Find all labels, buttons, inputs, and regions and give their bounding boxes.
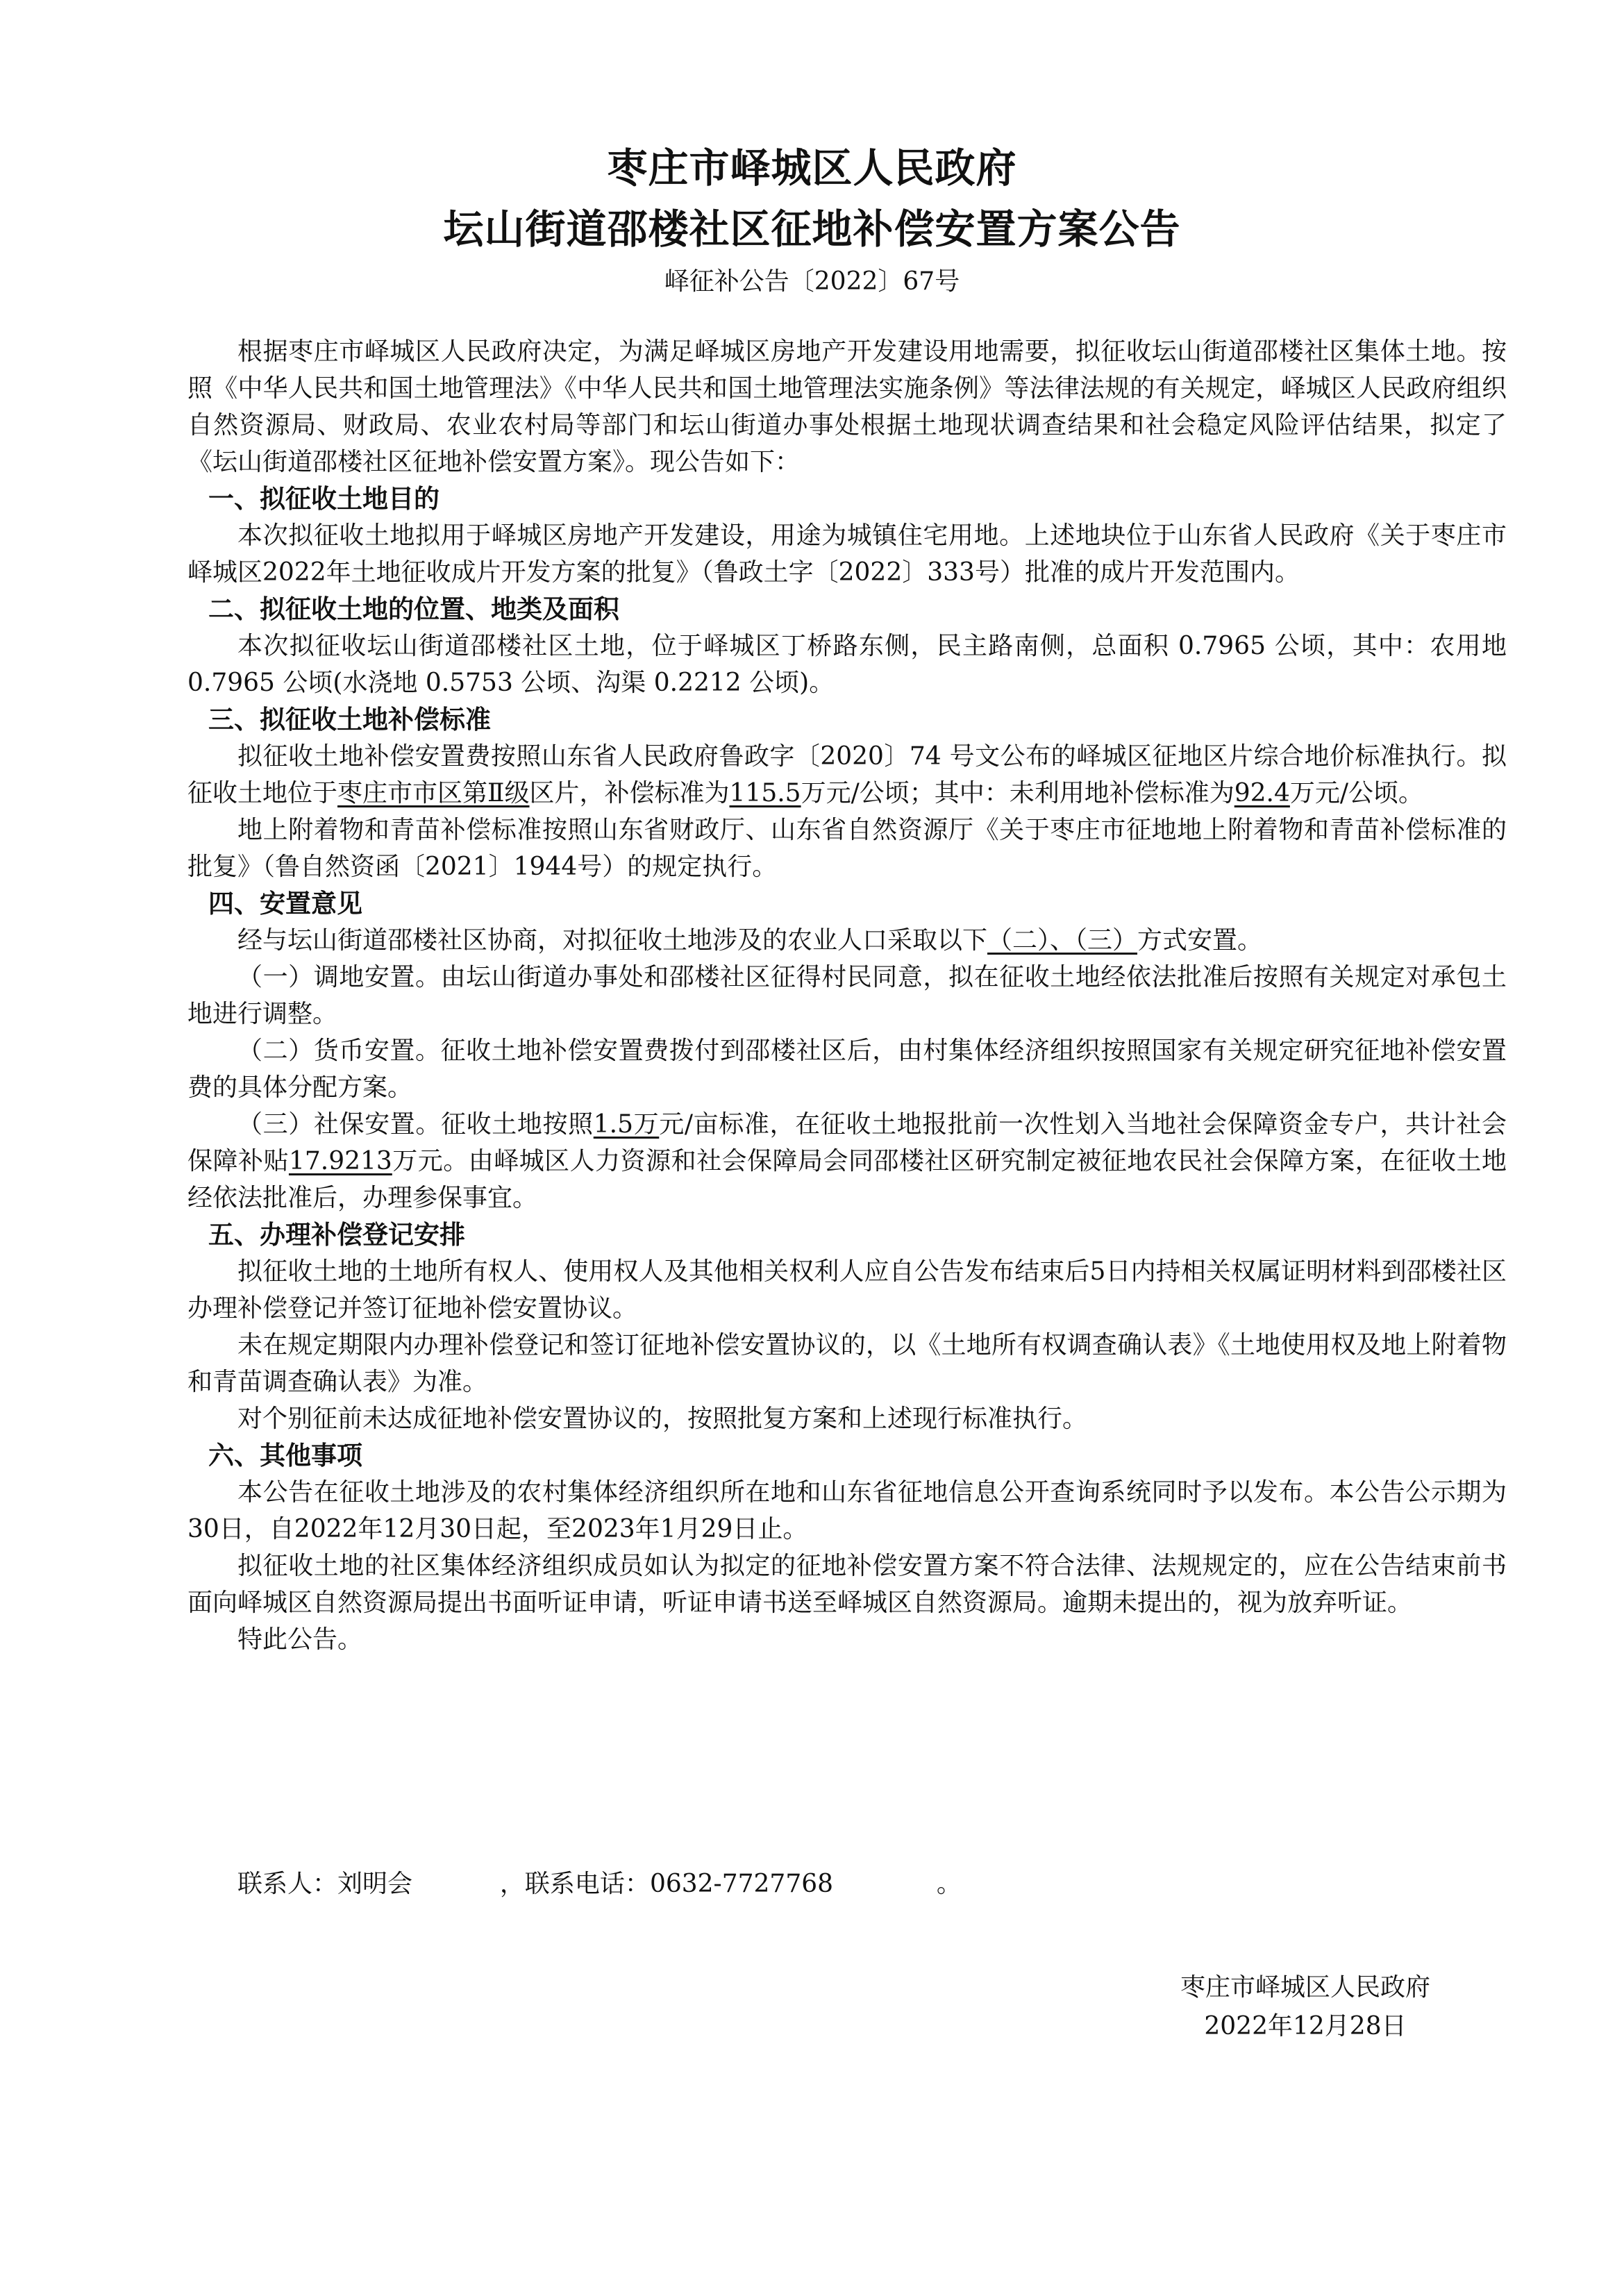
section-5-paragraph-1: 拟征收土地的土地所有权人、使用权人及其他相关权利人应自公告发布结束后5日内持相关权属证明材料到邵楼社区办理补偿登记并签订征地补偿安置协议。 (187, 1257, 1507, 1323)
s4-text-a: 经与坛山街道邵楼社区协商，对拟征收土地涉及的农业人口采取以下 (237, 926, 988, 955)
title-line-1: 枣庄市峄城区人民政府 (607, 144, 1017, 192)
section-4-paragraph-1 (187, 922, 1507, 959)
compensation-zone: 枣庄市市区第Ⅱ级 (337, 779, 530, 807)
intro-paragraph: 根据枣庄市峄城区人民政府决定，为满足峄城区房地产开发建设用地需要，拟征收坛山街道邵楼社区集体土地。按照《中华人民共和国土地管理法》《中华人民共和国土地管理法实施条例》等法律法规的有关规定，峄城区人民政府组织自然资源局、财政局、农业农村局等部门和坛山街道办事处根据土地现状调查结果和社会稳定风险评估结果，拟定了《坛山街道邵楼社区征地补偿安置方案》。现公告如下： (187, 337, 1507, 476)
notice-body (187, 333, 1507, 1658)
section-2-heading: 二、拟征收土地的位置、地类及面积 (208, 594, 619, 624)
section-3-paragraph-2: 地上附着物和青苗补偿标准按照山东省财政厅、山东省自然资源厅《关于枣庄市征地地上附着物和青苗补偿标准的批复》（鲁自然资函〔2021〕1944号）的规定执行。 (187, 816, 1507, 881)
section-4-heading: 四、安置意见 (208, 889, 362, 919)
title-line-2: 坛山街道邵楼社区征地补偿安置方案公告 (443, 206, 1181, 253)
section-3-paragraph-1 (187, 738, 1507, 812)
section-1-paragraph: 本次拟征收土地拟用于峄城区房地产开发建设，用途为城镇住宅用地。上述地块位于山东省人民政府《关于枣庄市峄城区2022年土地征收成片开发方案的批复》（鲁政土字〔2022〕333号）批准的成片开发范围内。 (187, 521, 1507, 587)
section-5-heading: 五、办理补偿登记安排 (208, 1220, 465, 1250)
contact-phone-label: ，联系电话： (499, 1870, 650, 1898)
document-number: 峄征补公告〔2022〕67号 (664, 267, 960, 296)
section-1-heading: 一、拟征收土地目的 (208, 484, 440, 514)
section-5-paragraph-3: 对个别征前未达成征地补偿安置协议的，按照批复方案和上述现行标准执行。 (237, 1405, 1088, 1433)
contact-end: 。 (936, 1870, 962, 1898)
signature-date: 2022年12月28日 (1204, 2012, 1407, 2041)
section-2-paragraph: 本次拟征收坛山街道邵楼社区土地，位于峄城区丁桥路东侧，民主路南侧，总面积 0.7965 公顷，其中：农用地 0.7965 公顷(水浇地 0.5753 公顷、沟渠 0.2212 公顷)。 (187, 632, 1507, 697)
s3-text-d: 万元/公顷。 (1289, 779, 1424, 807)
compensation-standard: 115.5 (729, 779, 801, 807)
section-5-paragraph-2: 未在规定期限内办理补偿登记和签订征地补偿安置协议的，以《土地所有权调查确认表》《土地使用权及地上附着物和青苗调查确认表》为准。 (187, 1331, 1507, 1396)
section-6-paragraph-2: 拟征收土地的社区集体经济组织成员如认为拟定的征地补偿安置方案不符合法律、法规规定的，应在公告结束前书面向峄城区自然资源局提出书面听证申请，听证申请书送至峄城区自然资源局。逾期未提出的，视为放弃听证。 (187, 1552, 1507, 1617)
social-security-rate: 1.5万 (593, 1110, 660, 1139)
s4-text-e: 万元。由峄城区人力资源和社会保障局会同邵楼社区研究制定被征地农民社会保障方案，在征收土地经依法批准后，办理参保事宜。 (187, 1147, 1507, 1212)
s4-text-d: 元/亩标准，在征收土地报批前一次性划入当地社会保障资金专户，共计社会保障补贴 (187, 1110, 1507, 1175)
s4-text-b: 方式安置。 (1137, 926, 1263, 955)
s3-text-b: 区片，补偿标准为 (529, 779, 730, 807)
section-4-paragraph-3: （二）货币安置。征收土地补偿安置费拨付到邵楼社区后，由村集体经济组织按照国家有关规定研究征地补偿安置费的具体分配方案。 (187, 1037, 1507, 1102)
signature-org: 枣庄市峄城区人民政府 (1180, 1973, 1430, 2002)
contact-person: 刘明会 (337, 1870, 413, 1898)
signature-block (1111, 1968, 1500, 2046)
section-4-paragraph-4 (187, 1106, 1507, 1216)
s3-text-a: 拟征收土地补偿安置费按照山东省人民政府鲁政字〔2020〕74 号文公布的峄城区征地区片综合地价标准执行。拟征收土地位于 (187, 742, 1507, 807)
contact-person-label: 联系人： (237, 1870, 338, 1898)
section-3-heading: 三、拟征收土地补偿标准 (208, 705, 491, 735)
closing-line: 特此公告。 (237, 1625, 363, 1654)
unused-land-standard: 92.4 (1234, 779, 1290, 807)
contact-phone: 0632-7727768 (649, 1870, 834, 1898)
s3-text-c: 万元/公顷；其中：未利用地补偿标准为 (801, 779, 1234, 807)
s4-text-c: （三）社保安置。征收土地按照 (237, 1110, 594, 1139)
section-4-paragraph-2: （一）调地安置。由坛山街道办事处和邵楼社区征得村民同意，拟在征收土地经依法批准后按照有关规定对承包土地进行调整。 (187, 963, 1507, 1028)
social-security-total: 17.9213 (288, 1147, 392, 1175)
section-6-paragraph-1: 本公告在征收土地涉及的农村集体经济组织所在地和山东省征地信息公开查询系统同时予以发布。本公告公示期为30日，自2022年12月30日起，至2023年1月29日止。 (187, 1478, 1507, 1543)
resettlement-options: （二）、（三） (987, 926, 1138, 955)
contact-line (237, 1864, 962, 1900)
section-6-heading: 六、其他事项 (208, 1441, 362, 1470)
